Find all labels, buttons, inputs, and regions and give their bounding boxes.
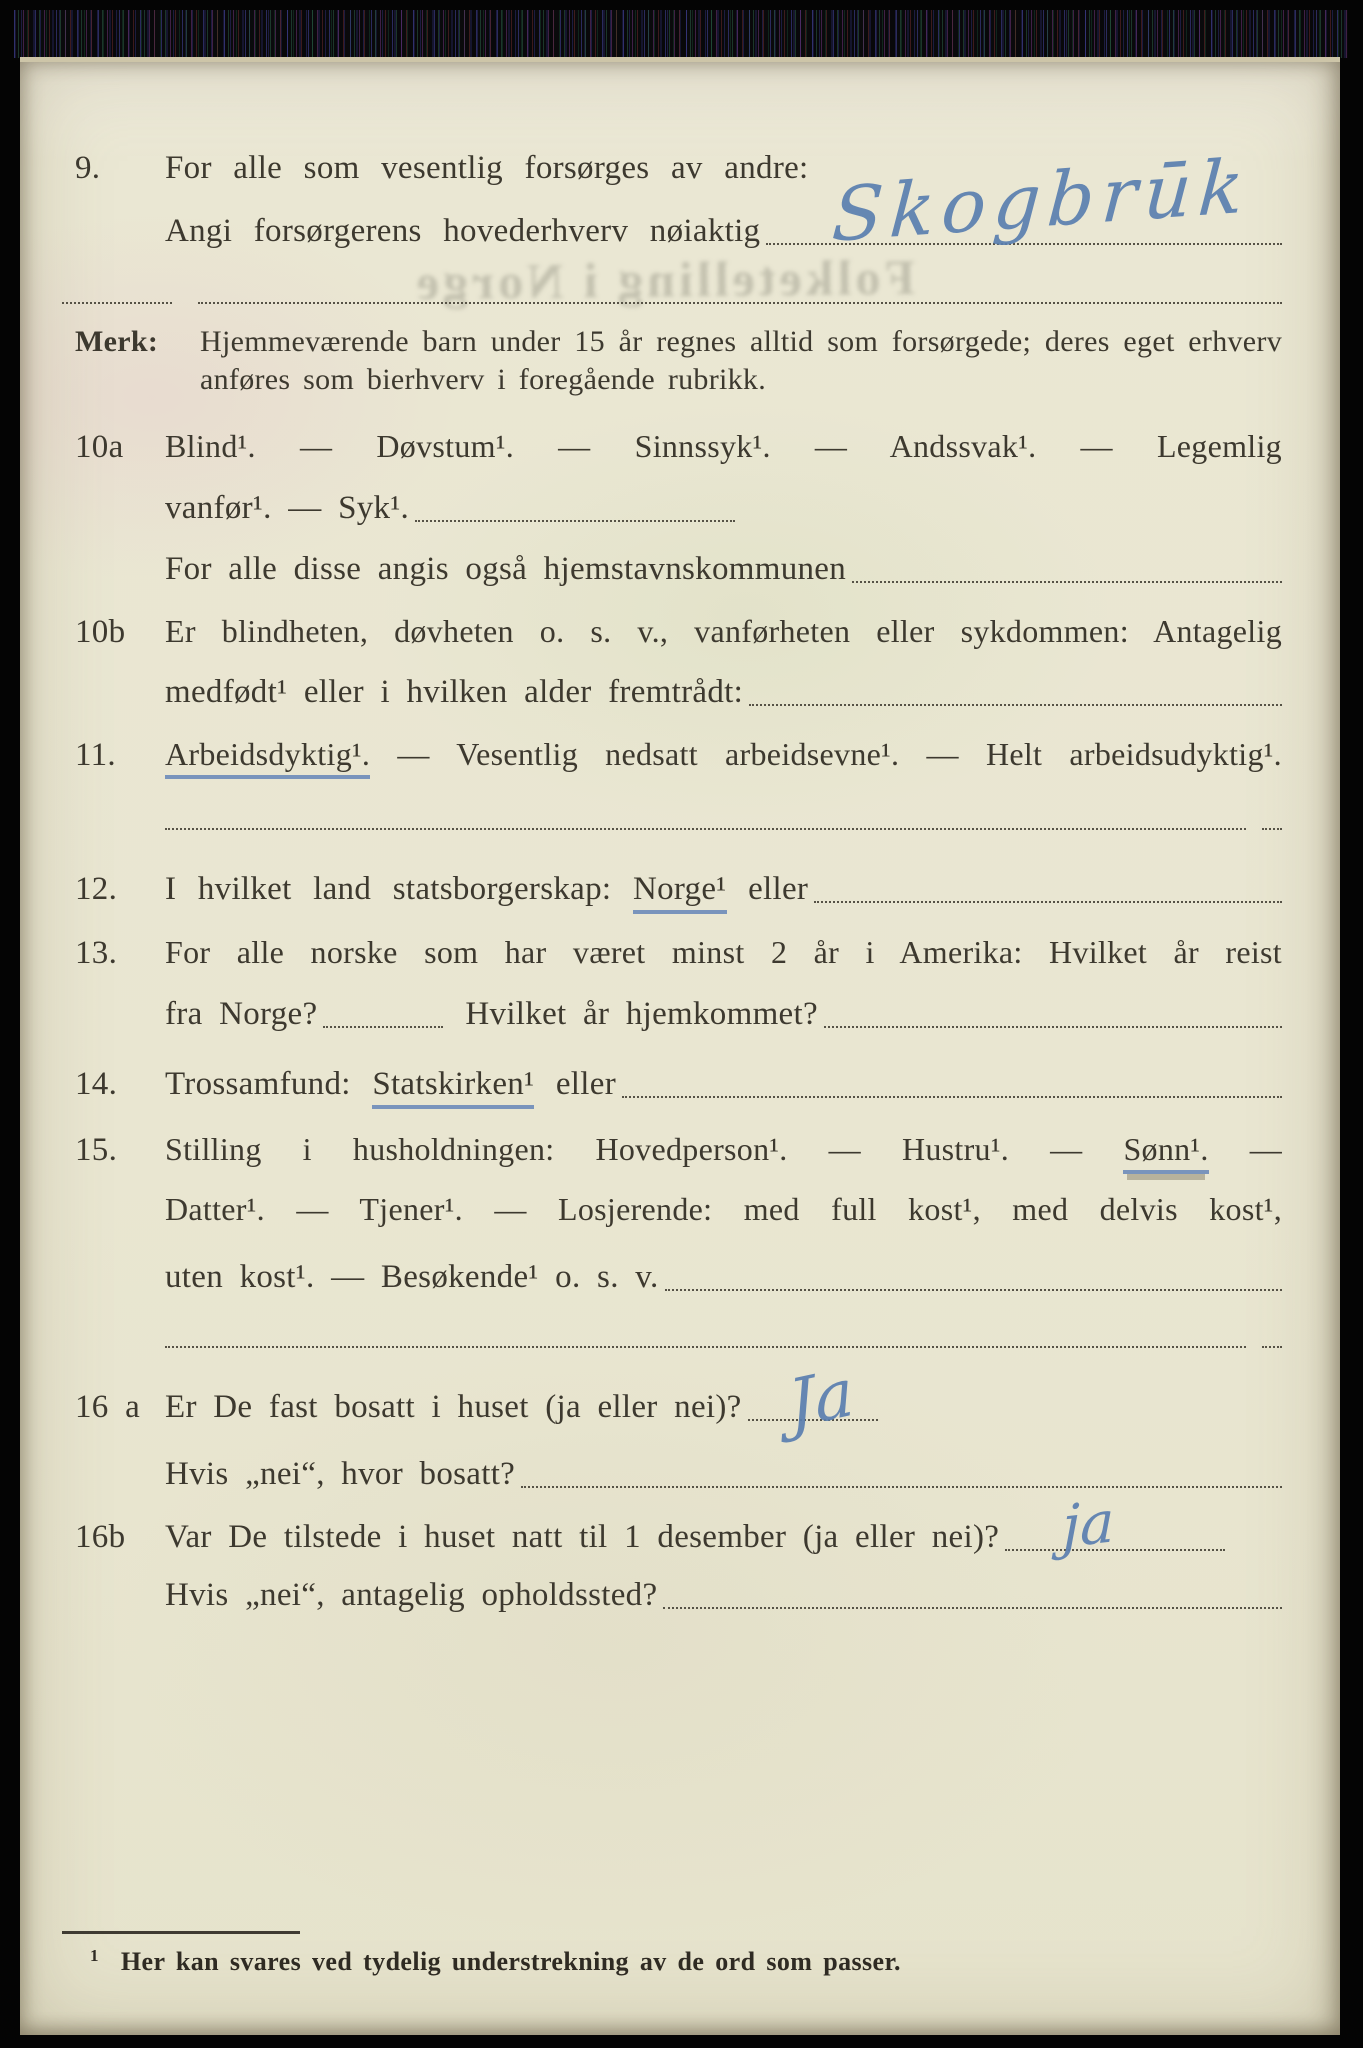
question-10a-line3 <box>75 551 1282 589</box>
merk-text: Hjemmeværende barn under 15 år regnes alltid som forsørgede; deres eget erhverv <box>200 325 1282 358</box>
question-14-post: eller <box>555 1066 616 1102</box>
dotted-segment <box>198 302 1282 304</box>
question-14-pre: Trossamfund: <box>165 1066 351 1102</box>
question-10b-line1 <box>75 613 1282 652</box>
dotted-segment <box>1262 828 1282 830</box>
underlined-answer-statskirken: Statskirken¹ <box>372 1066 534 1109</box>
question-15-line1 <box>75 1131 1282 1170</box>
dotted-segment <box>165 1346 1246 1348</box>
footnote-text: Her kan svares ved tydelig understrekning av de ord som passer. <box>120 1947 901 1976</box>
merk-note-line1 <box>75 325 1282 360</box>
underlined-answer-arbeidsdyktig: Arbeidsdyktig¹. <box>165 736 370 779</box>
question-10b-line2 <box>75 674 1282 712</box>
dotted-answer-line <box>1005 1541 1225 1551</box>
question-16a-line1 <box>75 1389 1282 1427</box>
question-13-year-returned: Hvilket år hjemkommet? <box>465 996 818 1032</box>
question-13-condition: For alle norske som har været minst 2 år i Amerika: <box>165 934 1023 970</box>
question-16a-text: Er De fast bosatt i huset (ja eller nei)? <box>165 1389 742 1425</box>
question-11-number: 11. <box>75 737 116 773</box>
question-13-text <box>165 934 1282 971</box>
underlined-answer-sonn: Sønn¹. <box>1123 1131 1208 1174</box>
dotted-answer-line <box>814 893 1282 903</box>
question-12 <box>75 871 1282 909</box>
merk-label: Merk: <box>75 325 159 358</box>
question-14 <box>75 1066 1282 1104</box>
question-12-pre: I hvilket land statsborgerskap: <box>165 871 612 907</box>
question-13-number: 13. <box>75 935 118 971</box>
dotted-answer-line <box>824 1018 1282 1028</box>
question-12-post: eller <box>748 871 809 907</box>
question-15-number: 15. <box>75 1132 118 1168</box>
question-15-options <box>165 1131 1282 1168</box>
question-10a-number: 10a <box>75 429 124 465</box>
merk-note-line2 <box>75 363 1282 398</box>
question-11 <box>75 736 1282 775</box>
question-16a-if-no: Hvis „nei“, hvor bosatt? <box>165 1456 516 1492</box>
question-16a-number: 16 a <box>75 1389 141 1425</box>
scanned-census-page <box>20 57 1340 2035</box>
dotted-line <box>62 302 1282 304</box>
handwritten-answer-ja-16b: ja <box>1062 1487 1115 1561</box>
question-9-text: For alle som vesentlig forsørges av andre: <box>165 150 809 186</box>
question-15-post: — <box>1249 1131 1282 1167</box>
question-9-number: 9. <box>75 150 101 186</box>
dotted-segment <box>62 302 172 304</box>
dotted-line <box>165 828 1282 830</box>
dotted-line <box>165 1346 1282 1348</box>
question-14-number: 14. <box>75 1066 118 1102</box>
dotted-segment <box>165 828 1246 830</box>
question-15-options-end: uten kost¹. — Besøkende¹ o. s. v. <box>165 1259 659 1295</box>
merk-text: anføres som bierhverv i foregående rubrikk. <box>200 363 767 396</box>
question-10b-text: Er blindheten, døvheten o. s. v., vanførheten eller sykdommen: Antagelig <box>165 613 1282 649</box>
question-16b-if-no: Hvis „nei“, antagelig opholdssted? <box>165 1577 658 1613</box>
question-16b-number: 16b <box>75 1519 126 1555</box>
question-9-prompt: Angi forsørgerens hovederhverv nøiaktig <box>165 213 761 249</box>
footnote-superscript: 1 <box>90 1946 99 1965</box>
question-10a-line2 <box>75 490 1282 528</box>
footnote-rule <box>62 1931 300 1934</box>
print-through-text: Folketelling i Norge <box>412 248 916 311</box>
dotted-answer-line <box>663 1599 1282 1609</box>
dotted-answer-line <box>323 1018 443 1028</box>
question-13-line2 <box>75 996 1282 1034</box>
question-16b-line2 <box>75 1577 1282 1615</box>
question-12-number: 12. <box>75 871 118 907</box>
dotted-answer-line <box>622 1088 1282 1098</box>
question-11-options <box>165 736 1282 773</box>
question-10b-number: 10b <box>75 614 126 650</box>
question-15-options-cont: Datter¹. — Tjener¹. — Losjerende: med full kost¹, med delvis kost¹, <box>165 1191 1282 1227</box>
handwritten-answer-ja-16a: Ja <box>784 1353 858 1444</box>
question-13-line1 <box>75 934 1282 973</box>
question-15-line3 <box>75 1259 1282 1297</box>
footnote <box>90 1946 901 1977</box>
question-13-from-norway: fra Norge? <box>165 996 318 1032</box>
underlined-answer-norge: Norge¹ <box>633 871 727 914</box>
dotted-segment <box>1262 1346 1282 1348</box>
dotted-answer-line <box>749 696 1282 706</box>
question-10a-options-cont: vanfør¹. — Syk¹. <box>165 490 410 526</box>
question-16b-text: Var De tilstede i huset natt til 1 desember (ja eller nei)? <box>165 1519 1000 1555</box>
question-15-line2 <box>75 1191 1282 1228</box>
question-10b-text-cont: medfødt¹ eller i hvilken alder fremtrådt: <box>165 674 744 710</box>
question-11-options-rest: — Vesentlig nedsatt arbeidsevne¹. — Helt arbeidsudyktig¹. <box>397 736 1282 772</box>
question-13-year-left: Hvilket år reist <box>1049 934 1282 970</box>
dotted-answer-line <box>521 1478 1282 1488</box>
scanner-noise-band <box>14 10 1348 58</box>
question-15-pre: Stilling i husholdningen: Hovedperson¹. — Hustru¹. — <box>165 1131 1083 1167</box>
question-14-text <box>165 1066 616 1104</box>
handwritten-occupation-answer: Skogbrūk <box>829 143 1254 259</box>
question-10a-line1 <box>75 428 1282 467</box>
question-10a-home-municipality: For alle disse angis også hjemstavnskommunen <box>165 551 847 587</box>
dotted-answer-line <box>665 1281 1282 1291</box>
question-10a-options: Blind¹. — Døvstum¹. — Sinnssyk¹. — Andssvak¹. — Legemlig <box>165 428 1282 464</box>
dotted-answer-line <box>852 573 1282 583</box>
dotted-answer-line <box>415 512 735 522</box>
question-12-text <box>165 871 808 909</box>
